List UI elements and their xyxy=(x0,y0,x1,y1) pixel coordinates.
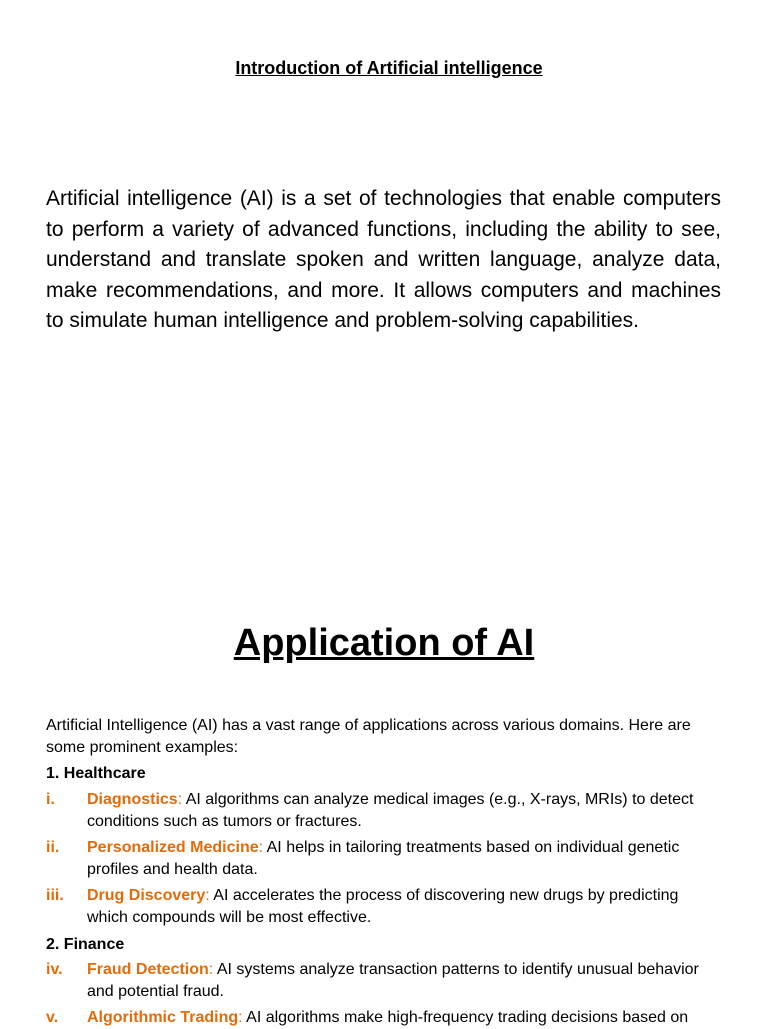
list-item-content xyxy=(87,1007,721,1029)
list-item-term: Drug Discovery xyxy=(87,887,206,904)
list-item-number: iv. xyxy=(46,961,63,978)
list-item-description: AI algorithms can analyze medical images (e.g., X-rays, MRIs) to detect conditions such as tumors or fractures. xyxy=(87,791,694,830)
list-item-separator: : xyxy=(208,961,214,978)
list-item xyxy=(46,959,721,1003)
list-item xyxy=(46,1007,721,1029)
list-item-content xyxy=(87,789,721,833)
list-item-separator: : xyxy=(258,839,264,856)
list-item-separator: : xyxy=(177,791,183,808)
intro-paragraph: Artificial intelligence (AI) is a set of technologies that enable computers to perform a variety of advanced functions, including the ability to see, understand and translate spoken and written language, analyze data, make recommendations, and more. It allows computers and machines to simulate human intelligence and problem-solving capabilities. xyxy=(46,187,721,333)
list-item-content xyxy=(87,837,721,881)
list-item-description: AI algorithms make high-frequency trading decisions based on xyxy=(242,1009,689,1026)
list-item-number: v. xyxy=(46,1009,59,1026)
list-item-description: AI helps in tailoring treatments based on individual genetic profiles and health data. xyxy=(87,839,680,878)
list-item-term: Algorithmic Trading xyxy=(87,1009,239,1026)
list-item-term: Diagnostics xyxy=(87,791,178,808)
list-item-number: i. xyxy=(46,791,55,808)
applications-intro: Artificial Intelligence (AI) has a vast range of applications across various domains. Here are some prominent examples: xyxy=(46,717,691,756)
category-healthcare: 1. Healthcare xyxy=(46,765,146,782)
list-item xyxy=(46,789,721,833)
list-item-separator: : xyxy=(238,1009,243,1026)
list-item-description: AI systems analyze transaction patterns to identify unusual behavior and potential fraud. xyxy=(87,961,699,1000)
list-item xyxy=(46,837,721,881)
list-item-separator: : xyxy=(205,887,210,904)
list-item-description: AI accelerates the process of discovering new drugs by predicting which compounds will be most effective. xyxy=(87,887,679,926)
list-item-number: ii. xyxy=(46,839,60,856)
category-finance: 2. Finance xyxy=(46,936,125,953)
list-item-number: iii. xyxy=(46,887,64,904)
section-heading: Application of AI xyxy=(233,622,535,664)
document-title: Introduction of Artificial intelligence xyxy=(235,58,543,78)
list-item-term: Personalized Medicine xyxy=(87,839,259,856)
list-item xyxy=(46,885,721,929)
list-item-content xyxy=(87,885,721,929)
list-item-term: Fraud Detection xyxy=(87,961,209,978)
list-item-content xyxy=(87,959,721,1003)
